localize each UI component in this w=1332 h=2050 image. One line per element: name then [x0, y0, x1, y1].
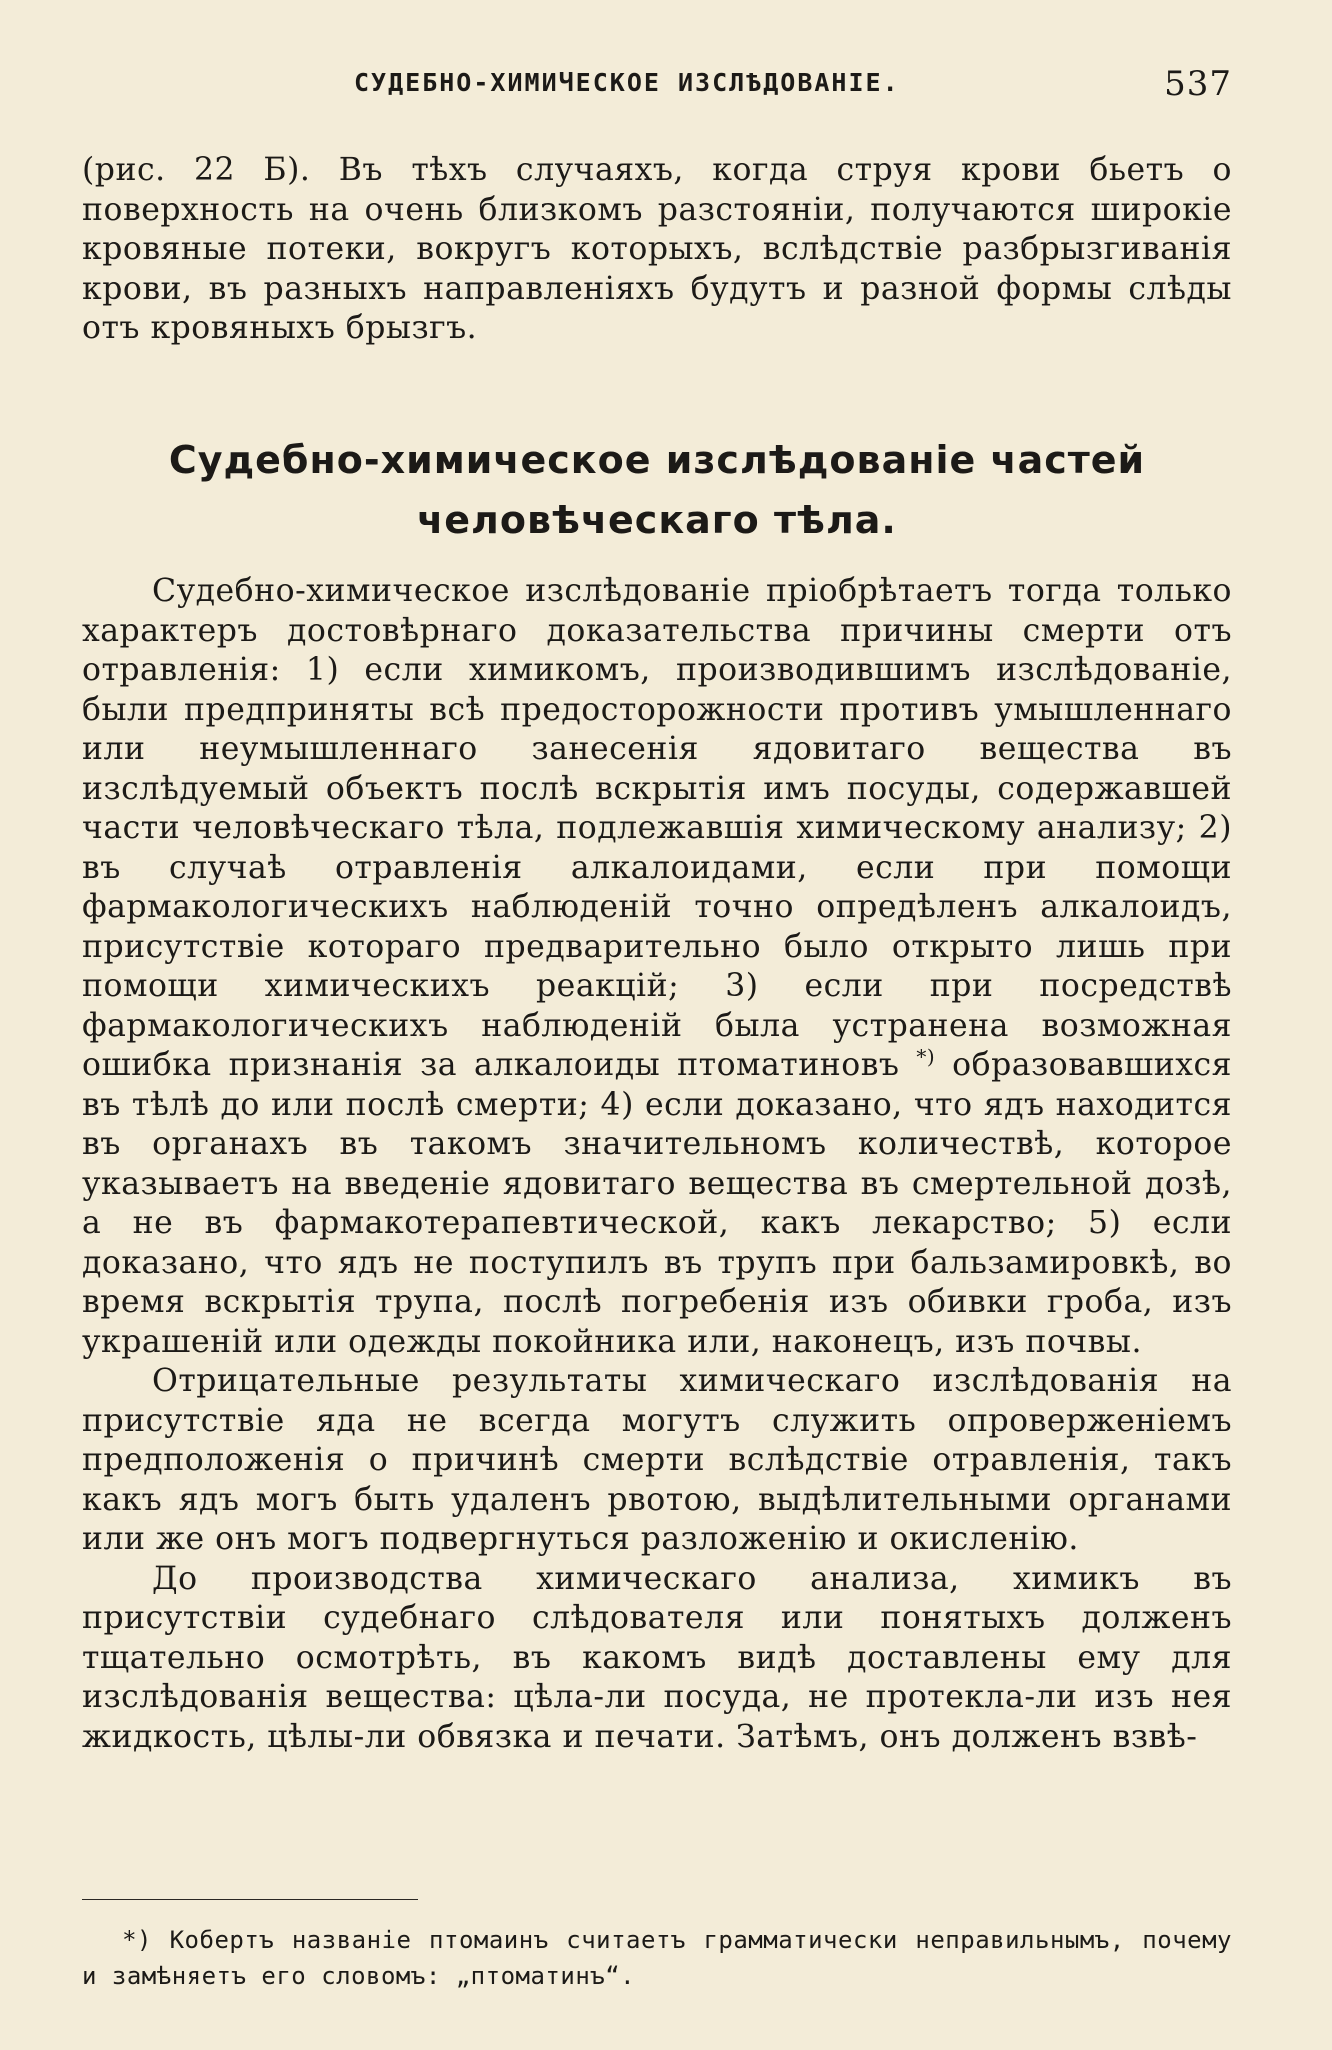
main-text-block: [82, 572, 1232, 1757]
paragraph-1: [82, 572, 1232, 1362]
section-heading-line-1: Судебно-химическое изслѣдованіе частей: [168, 438, 1146, 482]
page-number: 537: [1164, 64, 1232, 104]
running-title: СУДЕБНО-ХИМИЧЕСКОЕ ИЗСЛѢДОВАНІЕ.: [354, 68, 900, 97]
footnote-mark: *): [122, 1926, 152, 1954]
footnote-reference: *): [916, 1044, 936, 1069]
section-heading: [82, 430, 1232, 550]
footnote-divider: [82, 1899, 418, 1900]
intro-text-block: [82, 151, 1232, 349]
intro-paragraph: (рис. 22 Б). Въ тѣхъ случаяхъ, когда струя крови бьетъ о поверхность на очень близкомъ разстояніи, получаются широкіе кровяные потеки, вокругъ которыхъ, вслѣдствіе разбрызгиванія крови, въ разныхъ направленіяхъ будутъ и разной формы слѣды отъ кровяныхъ брызгъ.: [82, 152, 1232, 346]
running-head: [82, 64, 1232, 108]
paragraph-1-part-a: Судебно-химическое изслѣдованіе пріобрѣтаетъ тогда только характеръ достовѣрнаго доказательства причины смерти отъ отравленія: 1) если химикомъ, производившимъ изслѣдованіе, были предприняты всѣ предосторожности противъ умышленнаго или неумышленнаго занесенія ядовитаго вещества въ изслѣдуемый объектъ послѣ вскрытія имъ посуды, содержавшей части человѣческаго тѣла, подлежавшія химическому анализу; 2) въ случаѣ отравленія алкалоидами, если при помощи фармакологическихъ наблюденій точно опредѣленъ алкалоидъ, присутствіе котораго предварительно было открыто лишь при помощи химическихъ реакцій; 3) если при посредствѣ фармакологическихъ наблюденій была устранена возможная ошибка признанія за алкалоиды птоматиновъ: [82, 573, 1232, 1083]
paragraph-2: Отрицательные результаты химическаго изслѣдованія на присутствіе яда не всегда могутъ служить опроверженіемъ предположенія о причинѣ смерти вслѣдствіе отравленія, такъ какъ ядъ могъ быть удаленъ рвотою, выдѣлительными органами или же онъ могъ подвергнуться разложенію и окисленію.: [82, 1363, 1232, 1557]
footnote: [82, 1922, 1232, 1994]
footnote-text: Кобертъ названіе птомаинъ считаетъ грамматически неправильнымъ, почему и замѣняетъ его словомъ: „птоматинъ“.: [82, 1926, 1232, 1990]
paragraph-1-part-b: образовавшихся въ тѣлѣ до или послѣ смерти; 4) если доказано, что ядъ находится въ органахъ въ такомъ значительномъ количествѣ, которое указываетъ на введеніе ядовитаго вещества въ смертельной дозѣ, а не въ фармакотерапевтической, какъ лекарство; 5) если доказано, что ядъ не поступилъ въ трупъ при бальзамировкѣ, во время вскрытія трупа, послѣ погребенія изъ обивки гроба, изъ украшеній или одежды покойника или, наконецъ, изъ почвы.: [82, 1047, 1233, 1360]
section-heading-line-2: человѣческаго тѣла.: [417, 498, 897, 542]
paragraph-3: До производства химическаго анализа, химикъ въ присутствіи судебнаго слѣдователя или понятыхъ долженъ тщательно осмотрѣть, въ какомъ видѣ доставлены ему для изслѣдованія вещества: цѣла-ли посуда, не протекла-ли изъ нея жидкость, цѣлы-ли обвязка и печати. Затѣмъ, онъ долженъ взвѣ-: [82, 1560, 1232, 1755]
